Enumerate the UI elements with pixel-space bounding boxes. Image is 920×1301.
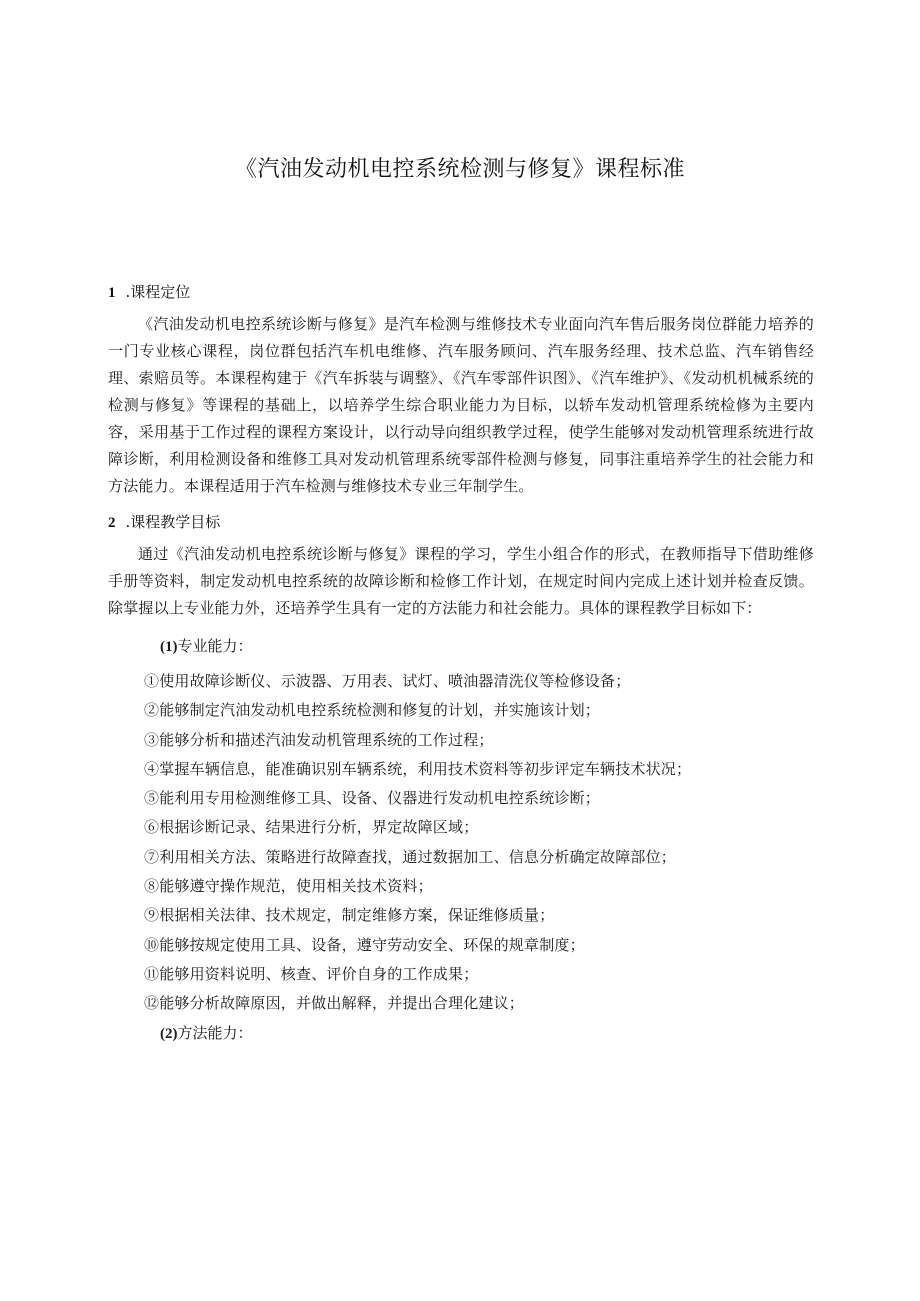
section-title: .课程定位 xyxy=(125,283,191,301)
subheading-label: 方法能力： xyxy=(177,1024,253,1043)
list-item: ⑨根据相关法律、技术规定，制定维修方案，保证维修质量； xyxy=(144,906,555,925)
subheading-method-ability xyxy=(160,1019,814,1048)
section-heading-teaching-goals xyxy=(108,510,814,535)
section-number: 2 xyxy=(108,515,116,531)
paragraph-course-positioning: 《汽油发动机电控系统诊断与修复》是汽车检测与维修技术专业面向汽车售后服务岗位群能力培养的一门专业核心课程，岗位群包括汽车机电维修、汽车服务顾问、汽车服务经理、技术总监、汽车销售经理、索赔员等。本课程构建于《汽车拆装与调整》、《汽车零部件识图》、《汽车维护》、《发动机机械系统的检测与修复》等课程的基础上，以培养学生综合职业能力为目标，以轿车发动机管理系统检修为主要内容，采用基于工作过程的课程方案设计，以行动导向组织教学过程，使学生能够对发动机管理系统进行故障诊断，利用检测设备和维修工具对发动机管理系统零部件检测与修复，同事注重培养学生的社会能力和方法能力。本课程适用于汽车检测与维修技术专业三年制学生。 xyxy=(108,315,814,495)
list-item: ③能够分析和描述汽油发动机管理系统的工作过程； xyxy=(144,730,494,749)
list-item: ⑪能够用资料说明、核查、评价自身的工作成果； xyxy=(144,964,479,983)
list-item: ⑩能够按规定使用工具、设备，遵守劳动安全、环保的规章制度； xyxy=(144,935,585,954)
professional-ability-list xyxy=(108,667,814,1017)
paragraph-teaching-goals: 通过《汽油发动机电控系统诊断与修复》课程的学习，学生小组合作的形式，在教师指导下借助维修手册等资料，制定发动机电控系统的故障诊断和检修工作计划，在规定时间内完成上述计划并检查反馈。除掌握以上专业能力外，还培养学生具有一定的方法能力和社会能力。具体的课程教学目标如下： xyxy=(108,545,814,617)
section-number: 1 xyxy=(108,285,116,301)
document-title: 《汽油发动机电控系统检测与修复》课程标准 xyxy=(234,157,685,182)
list-item: ①使用故障诊断仪、示波器、万用表、试灯、喷油器清洗仪等检修设备； xyxy=(144,672,631,690)
list-item: ⑧能够遵守操作规范，使用相关技术资料； xyxy=(144,877,433,896)
section-heading-course-positioning xyxy=(108,280,814,305)
list-item: ②能够制定汽油发动机电控系统检测和修复的计划，并实施该计划； xyxy=(144,701,601,720)
list-item: ④掌握车辆信息，能准确识别车辆系统，利用技术资料等初步评定车辆技术状况； xyxy=(144,759,692,778)
list-item: ⑥根据诊断记录、结果进行分析，界定故障区域； xyxy=(144,818,479,837)
subheading-number: (2) xyxy=(160,1026,178,1043)
list-item: ⑦利用相关方法、策略进行故障查找，通过数据加工、信息分析确定故障部位； xyxy=(144,847,677,866)
document-body xyxy=(108,280,814,1054)
list-item: ⑤能利用专用检测维修工具、设备、仪器进行发动机电控系统诊断； xyxy=(144,789,601,808)
section-title: .课程教学目标 xyxy=(125,513,221,531)
subheading-professional-ability xyxy=(160,632,814,661)
subheading-label: 专业能力： xyxy=(177,637,253,655)
list-item: ⑫能够分析故障原因，并做出解释，并提出合理化建议； xyxy=(144,994,525,1013)
subheading-number: (1) xyxy=(160,639,178,655)
